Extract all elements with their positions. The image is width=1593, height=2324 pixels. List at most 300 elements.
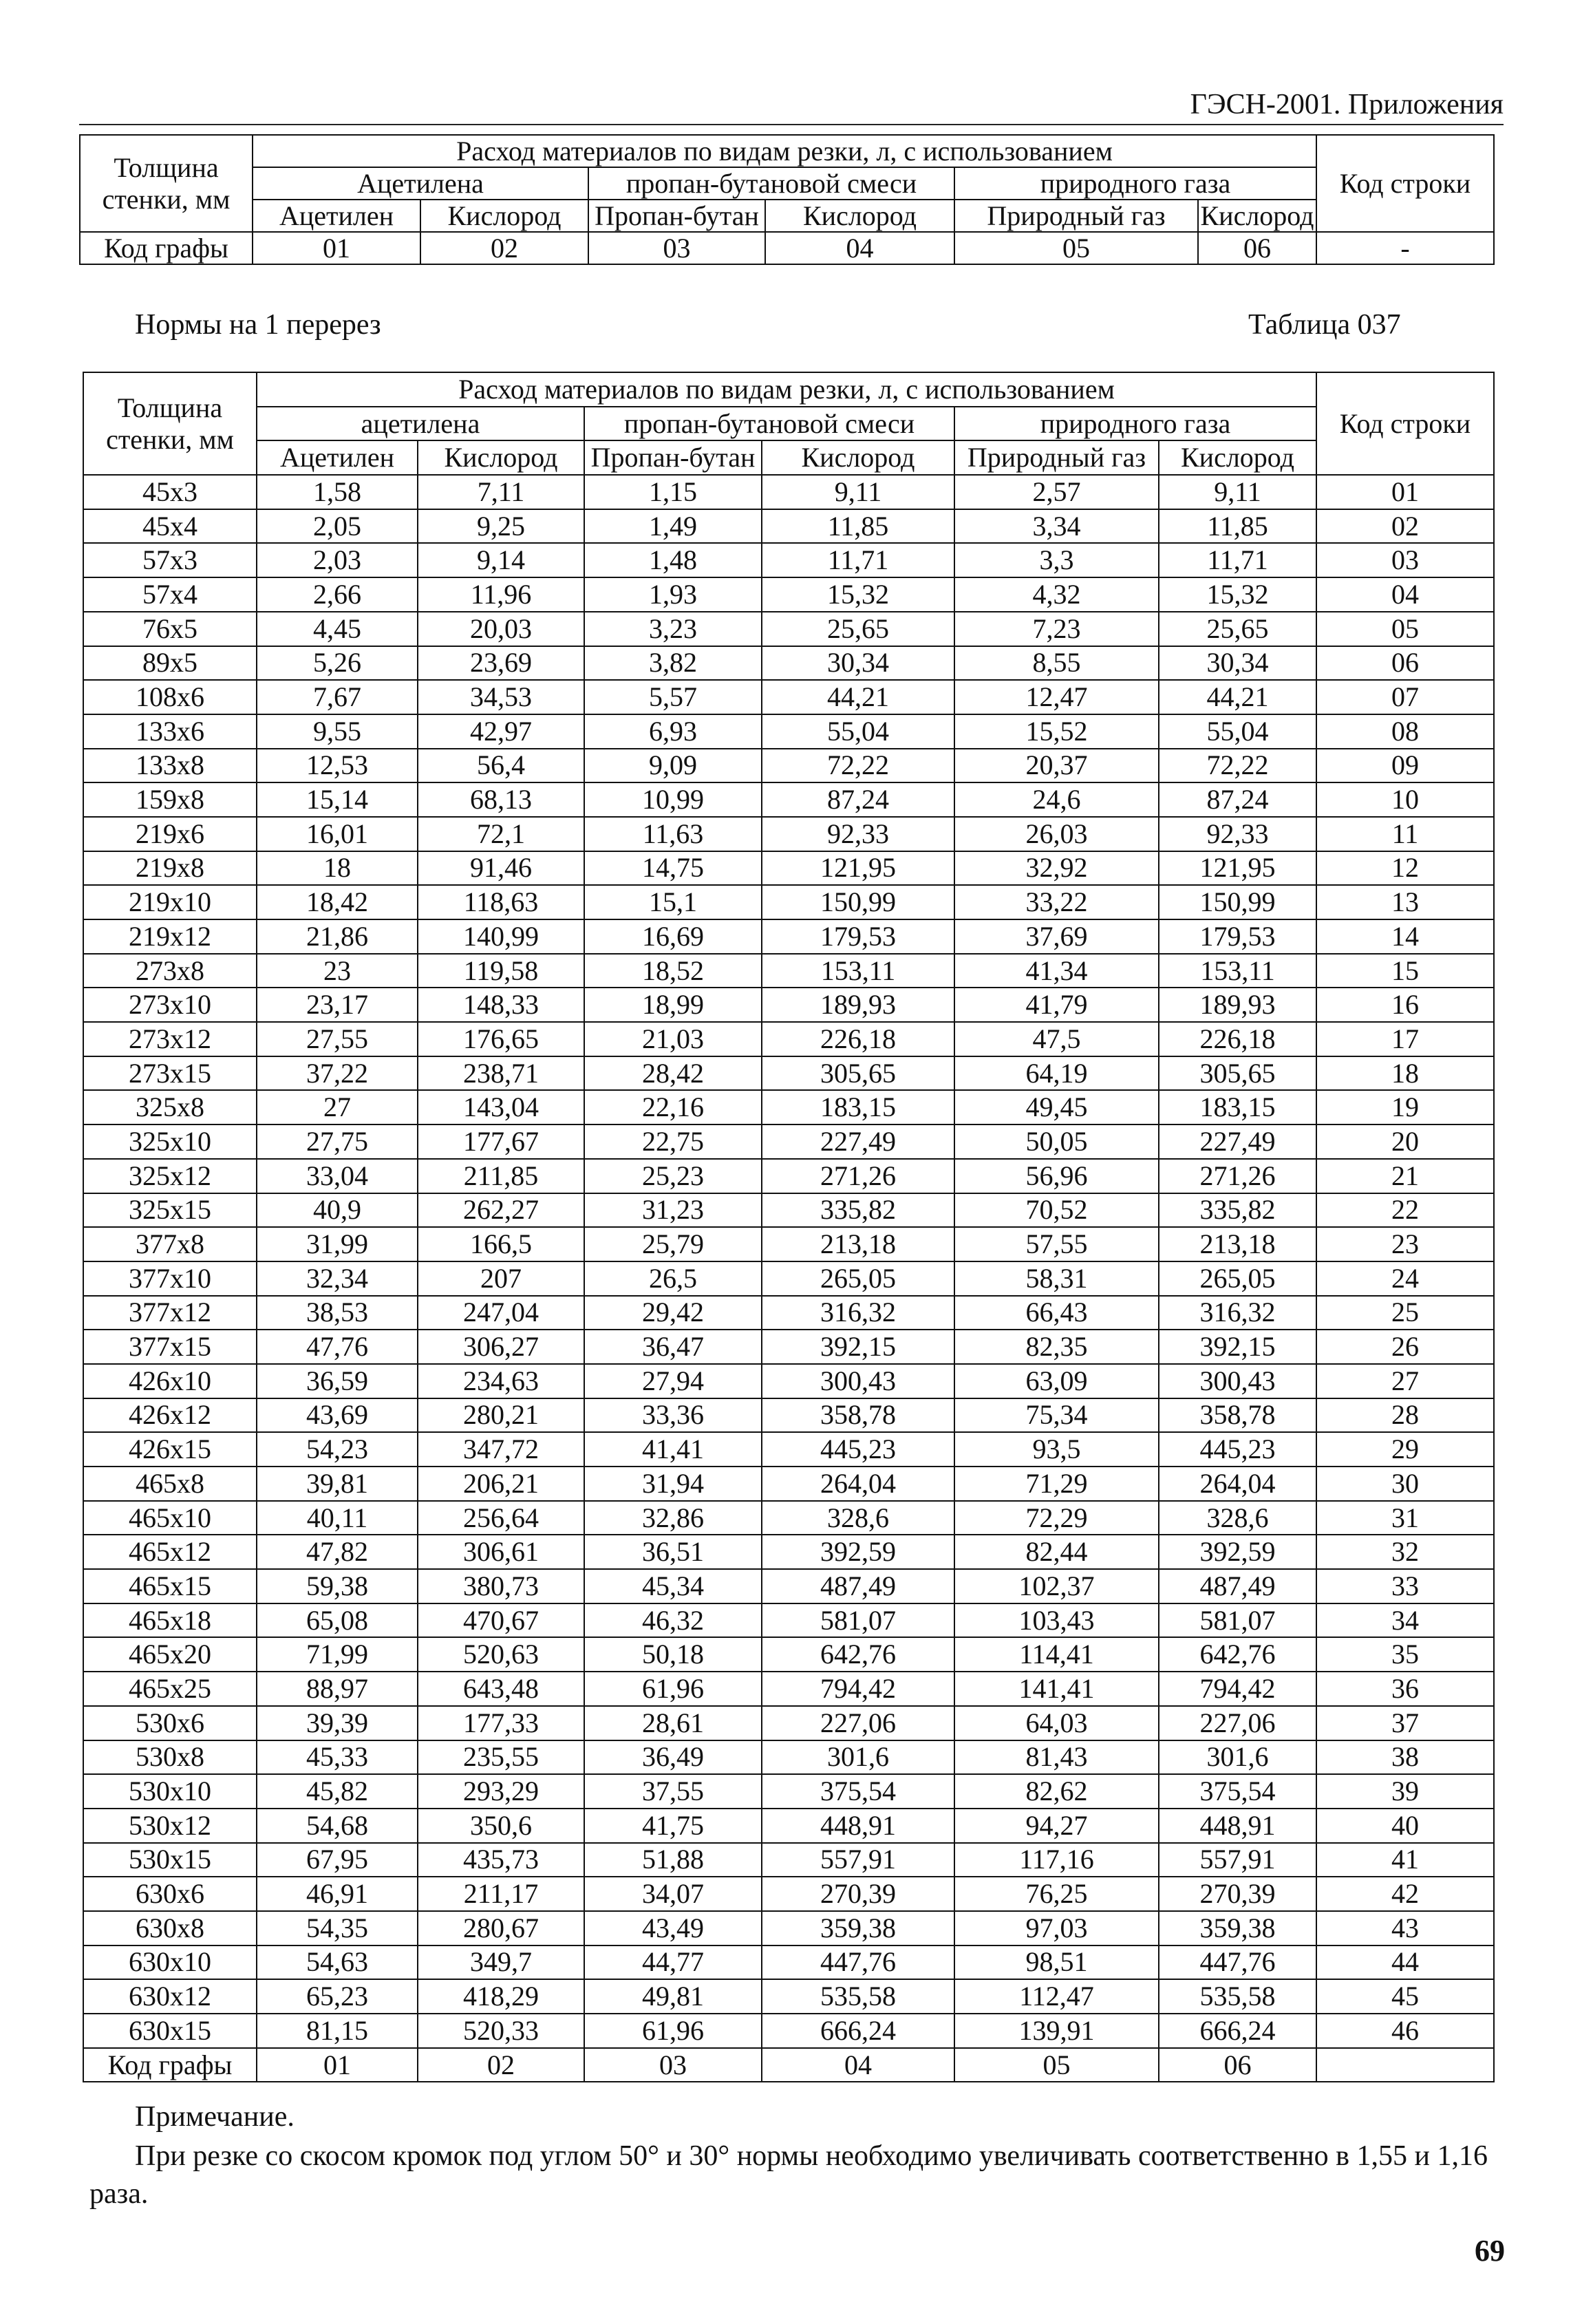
cell-oxygen-natural-gas: 642,76 [1159,1637,1316,1672]
table-row [83,1535,1494,1569]
table-row [83,1569,1494,1603]
column-code: 02 [418,2048,584,2082]
cell-propane-butane: 5,57 [584,680,762,714]
cell-propane-butane: 41,75 [584,1809,762,1843]
cell-oxygen-propane: 270,39 [762,1877,954,1911]
cell-propane-butane: 36,51 [584,1535,762,1569]
table-number: Таблица 037 [1248,309,1401,341]
cell-natural-gas: 64,19 [954,1056,1159,1091]
cell-natural-gas: 66,43 [954,1296,1159,1330]
cell-propane-butane: 1,93 [584,577,762,612]
cell-propane-butane: 1,15 [584,475,762,509]
cell-wall-thickness: 325x10 [83,1124,257,1159]
cell-row-code: 15 [1316,954,1494,988]
column-code: 04 [765,232,954,264]
cell-natural-gas: 7,23 [954,612,1159,646]
cell-propane-butane: 25,79 [584,1227,762,1261]
cell-wall-thickness: 426x15 [83,1432,257,1467]
cell-acetylene: 54,63 [257,1945,418,1980]
cell-acetylene: 1,58 [257,475,418,509]
cell-row-code: 40 [1316,1809,1494,1843]
cell-oxygen-natural-gas: 11,85 [1159,509,1316,544]
table-row [83,1809,1494,1843]
cell-row-code: 35 [1316,1637,1494,1672]
cell-natural-gas: 139,91 [954,2014,1159,2048]
cell-acetylene: 7,67 [257,680,418,714]
cell-oxygen-propane: 150,99 [762,885,954,919]
cell-wall-thickness: 630x12 [83,1979,257,2014]
cell-acetylene: 16,01 [257,817,418,851]
column-code: 06 [1198,232,1316,264]
subheader: Кислород [765,200,954,232]
note-title: Примечание. [135,2101,295,2133]
cell-oxygen-propane: 213,18 [762,1227,954,1261]
cell-wall-thickness: 530x12 [83,1809,257,1843]
table-row [83,851,1494,886]
cell-propane-butane: 32,86 [584,1501,762,1535]
cell-oxygen-propane: 375,54 [762,1774,954,1809]
cell-oxygen-propane: 794,42 [762,1672,954,1706]
column-code-label: Код графы [83,2048,257,2082]
cell-oxygen-natural-gas: 392,15 [1159,1330,1316,1364]
cell-propane-butane: 18,99 [584,988,762,1022]
cell-acetylene: 15,14 [257,782,418,817]
cell-acetylene: 33,04 [257,1159,418,1193]
cell-row-code: 25 [1316,1296,1494,1330]
cell-natural-gas: 24,6 [954,782,1159,817]
cell-natural-gas: 50,05 [954,1124,1159,1159]
cell-natural-gas: 8,55 [954,646,1159,681]
cell-natural-gas: 3,34 [954,509,1159,544]
cell-oxygen-natural-gas: 9,11 [1159,475,1316,509]
table-row [83,577,1494,612]
cell-natural-gas: 141,41 [954,1672,1159,1706]
cell-oxygen-natural-gas: 447,76 [1159,1945,1316,1980]
cell-wall-thickness: 76x5 [83,612,257,646]
cell-oxygen-acetylene: 20,03 [418,612,584,646]
table-row [83,988,1494,1022]
cell-natural-gas: 33,22 [954,885,1159,919]
cell-oxygen-acetylene: 119,58 [418,954,584,988]
cell-wall-thickness: 273x10 [83,988,257,1022]
cell-propane-butane: 61,96 [584,1672,762,1706]
cell-propane-butane: 31,94 [584,1467,762,1501]
cell-oxygen-natural-gas: 316,32 [1159,1296,1316,1330]
cell-natural-gas: 93,5 [954,1432,1159,1467]
cell-natural-gas: 82,44 [954,1535,1159,1569]
group-header-natural-gas: природного газа [954,407,1316,441]
cell-acetylene: 32,34 [257,1261,418,1296]
cell-wall-thickness: 377x15 [83,1330,257,1364]
table-row [83,612,1494,646]
cell-oxygen-natural-gas: 227,06 [1159,1706,1316,1740]
cell-wall-thickness: 377x8 [83,1227,257,1261]
cell-oxygen-natural-gas: 264,04 [1159,1467,1316,1501]
table-row [83,817,1494,851]
cell-oxygen-acetylene: 23,69 [418,646,584,681]
cell-oxygen-natural-gas: 265,05 [1159,1261,1316,1296]
cell-oxygen-natural-gas: 87,24 [1159,782,1316,817]
cell-natural-gas: 71,29 [954,1467,1159,1501]
cell-oxygen-acetylene: 520,63 [418,1637,584,1672]
cell-row-code: 45 [1316,1979,1494,2014]
cell-propane-butane: 26,5 [584,1261,762,1296]
cell-wall-thickness: 630x8 [83,1911,257,1945]
cell-row-code: 29 [1316,1432,1494,1467]
cell-acetylene: 23,17 [257,988,418,1022]
cell-oxygen-acetylene: 306,27 [418,1330,584,1364]
cell-acetylene: 59,38 [257,1569,418,1603]
column-code-table [79,134,1495,265]
table-row [83,1330,1494,1364]
cell-acetylene: 31,99 [257,1227,418,1261]
row-code-header: Код строки [1316,135,1494,232]
cell-oxygen-propane: 30,34 [762,646,954,681]
cell-oxygen-acetylene: 211,85 [418,1159,584,1193]
cell-acetylene: 39,81 [257,1467,418,1501]
cell-wall-thickness: 465x15 [83,1569,257,1603]
cell-oxygen-propane: 335,82 [762,1193,954,1228]
cell-oxygen-natural-gas: 557,91 [1159,1843,1316,1877]
cell-oxygen-acetylene: 7,11 [418,475,584,509]
cell-row-code: 02 [1316,509,1494,544]
table-row [83,1056,1494,1091]
cell-propane-butane: 41,41 [584,1432,762,1467]
table-row [83,1432,1494,1467]
cell-oxygen-acetylene: 68,13 [418,782,584,817]
column-code: 04 [762,2048,954,2082]
cell-natural-gas: 112,47 [954,1979,1159,2014]
cell-acetylene: 46,91 [257,1877,418,1911]
cell-propane-butane: 27,94 [584,1364,762,1398]
cell-wall-thickness: 45x4 [83,509,257,544]
cell-natural-gas: 72,29 [954,1501,1159,1535]
table-row [83,782,1494,817]
cell-oxygen-natural-gas: 72,22 [1159,749,1316,783]
cell-wall-thickness: 219x12 [83,919,257,954]
cell-acetylene: 2,03 [257,543,418,577]
cell-row-code: 33 [1316,1569,1494,1603]
cell-row-code: 27 [1316,1364,1494,1398]
cell-acetylene: 23 [257,954,418,988]
cell-oxygen-acetylene: 206,21 [418,1467,584,1501]
cell-oxygen-propane: 447,76 [762,1945,954,1980]
table-row [83,885,1494,919]
table-row [83,1979,1494,2014]
cell-oxygen-natural-gas: 271,26 [1159,1159,1316,1193]
table-row [83,714,1494,749]
cell-oxygen-propane: 328,6 [762,1501,954,1535]
cell-acetylene: 2,66 [257,577,418,612]
cell-row-code: 22 [1316,1193,1494,1228]
cell-wall-thickness: 133x6 [83,714,257,749]
cell-oxygen-acetylene: 256,64 [418,1501,584,1535]
cell-propane-butane: 14,75 [584,851,762,886]
cell-propane-butane: 3,23 [584,612,762,646]
table-caption-left: Нормы на 1 перерез [135,309,381,341]
cell-wall-thickness: 530x10 [83,1774,257,1809]
cell-row-code: 12 [1316,851,1494,886]
cell-oxygen-acetylene: 280,21 [418,1398,584,1433]
cell-wall-thickness: 219x6 [83,817,257,851]
table-row [83,543,1494,577]
cell-oxygen-acetylene: 347,72 [418,1432,584,1467]
cell-oxygen-natural-gas: 30,34 [1159,646,1316,681]
cell-wall-thickness: 273x15 [83,1056,257,1091]
column-code: 03 [584,2048,762,2082]
cell-wall-thickness: 57x3 [83,543,257,577]
column-code-label: Код графы [80,232,253,264]
cell-row-code: 37 [1316,1706,1494,1740]
table-row [83,1398,1494,1433]
cell-wall-thickness: 530x15 [83,1843,257,1877]
cell-acetylene: 54,23 [257,1432,418,1467]
cell-row-code: 21 [1316,1159,1494,1193]
cell-acetylene: 9,55 [257,714,418,749]
cell-row-code: 46 [1316,2014,1494,2048]
cell-oxygen-acetylene: 176,65 [418,1022,584,1056]
cell-natural-gas: 98,51 [954,1945,1159,1980]
cell-wall-thickness: 465x25 [83,1672,257,1706]
subheader: Кислород [1159,440,1316,475]
cell-propane-butane: 11,63 [584,817,762,851]
cell-oxygen-propane: 44,21 [762,680,954,714]
table-row [83,680,1494,714]
cell-natural-gas: 76,25 [954,1877,1159,1911]
column-code [1316,2048,1494,2082]
cell-propane-butane: 6,93 [584,714,762,749]
cell-oxygen-propane: 557,91 [762,1843,954,1877]
cell-oxygen-acetylene: 238,71 [418,1056,584,1091]
cell-row-code: 08 [1316,714,1494,749]
cell-propane-butane: 16,69 [584,919,762,954]
column-code: - [1316,232,1494,264]
cell-oxygen-natural-gas: 153,11 [1159,954,1316,988]
cell-oxygen-propane: 226,18 [762,1022,954,1056]
cell-row-code: 16 [1316,988,1494,1022]
cell-propane-butane: 49,81 [584,1979,762,2014]
subheader: Пропан-бутан [584,440,762,475]
cell-natural-gas: 56,96 [954,1159,1159,1193]
cell-row-code: 36 [1316,1672,1494,1706]
cell-oxygen-natural-gas: 44,21 [1159,680,1316,714]
page-number: 69 [1475,2234,1505,2268]
cell-acetylene: 45,82 [257,1774,418,1809]
cell-oxygen-natural-gas: 448,91 [1159,1809,1316,1843]
table-row [83,1159,1494,1193]
cell-oxygen-acetylene: 520,33 [418,2014,584,2048]
cell-propane-butane: 45,34 [584,1569,762,1603]
cell-acetylene: 37,22 [257,1056,418,1091]
cell-wall-thickness: 465x10 [83,1501,257,1535]
cell-wall-thickness: 530x6 [83,1706,257,1740]
cell-row-code: 06 [1316,646,1494,681]
cell-acetylene: 38,53 [257,1296,418,1330]
cell-acetylene: 27 [257,1090,418,1124]
cell-oxygen-propane: 316,32 [762,1296,954,1330]
cell-natural-gas: 4,32 [954,577,1159,612]
cell-oxygen-propane: 487,49 [762,1569,954,1603]
cell-propane-butane: 36,47 [584,1330,762,1364]
cell-oxygen-acetylene: 211,17 [418,1877,584,1911]
cell-oxygen-acetylene: 306,61 [418,1535,584,1569]
cell-oxygen-propane: 153,11 [762,954,954,988]
cell-natural-gas: 82,62 [954,1774,1159,1809]
cell-row-code: 31 [1316,1501,1494,1535]
cell-acetylene: 18 [257,851,418,886]
subheader: Кислород [762,440,954,475]
cell-acetylene: 47,76 [257,1330,418,1364]
group-header-propane-butane: пропан-бутановой смеси [584,407,954,441]
cell-propane-butane: 22,75 [584,1124,762,1159]
cell-propane-butane: 15,1 [584,885,762,919]
cell-natural-gas: 103,43 [954,1603,1159,1638]
cell-acetylene: 67,95 [257,1843,418,1877]
cell-oxygen-acetylene: 349,7 [418,1945,584,1980]
cell-wall-thickness: 108x6 [83,680,257,714]
cell-propane-butane: 1,49 [584,509,762,544]
cell-oxygen-acetylene: 247,04 [418,1296,584,1330]
table-row [83,919,1494,954]
cell-natural-gas: 114,41 [954,1637,1159,1672]
header-rule [79,124,1504,125]
cell-oxygen-acetylene: 91,46 [418,851,584,886]
table-row [83,1501,1494,1535]
cell-natural-gas: 81,43 [954,1740,1159,1775]
cell-propane-butane: 37,55 [584,1774,762,1809]
cell-wall-thickness: 273x8 [83,954,257,988]
cell-wall-thickness: 45x3 [83,475,257,509]
cell-natural-gas: 57,55 [954,1227,1159,1261]
cell-propane-butane: 9,09 [584,749,762,783]
cell-natural-gas: 41,34 [954,954,1159,988]
cell-oxygen-propane: 271,26 [762,1159,954,1193]
table-row [83,1364,1494,1398]
cell-oxygen-acetylene: 643,48 [418,1672,584,1706]
cell-oxygen-natural-gas: 121,95 [1159,851,1316,886]
page-header-title: ГЭСН-2001. Приложения [1190,89,1504,120]
cell-acetylene: 5,26 [257,646,418,681]
cell-propane-butane: 1,48 [584,543,762,577]
cell-wall-thickness: 377x12 [83,1296,257,1330]
cell-oxygen-natural-gas: 189,93 [1159,988,1316,1022]
cell-oxygen-acetylene: 470,67 [418,1603,584,1638]
cell-acetylene: 81,15 [257,2014,418,2048]
table-row [83,1296,1494,1330]
cell-wall-thickness: 89x5 [83,646,257,681]
cell-propane-butane: 34,07 [584,1877,762,1911]
cell-oxygen-natural-gas: 213,18 [1159,1227,1316,1261]
cell-row-code: 41 [1316,1843,1494,1877]
cell-oxygen-propane: 358,78 [762,1398,954,1433]
cell-propane-butane: 43,49 [584,1911,762,1945]
cell-oxygen-acetylene: 262,27 [418,1193,584,1228]
cell-oxygen-acetylene: 148,33 [418,988,584,1022]
cell-oxygen-propane: 392,59 [762,1535,954,1569]
cell-row-code: 38 [1316,1740,1494,1775]
cell-oxygen-propane: 11,85 [762,509,954,544]
cell-oxygen-natural-gas: 179,53 [1159,919,1316,954]
cell-acetylene: 2,05 [257,509,418,544]
cell-oxygen-acetylene: 177,33 [418,1706,584,1740]
cell-natural-gas: 94,27 [954,1809,1159,1843]
cell-natural-gas: 12,47 [954,680,1159,714]
cell-natural-gas: 97,03 [954,1911,1159,1945]
table-row [83,1945,1494,1980]
cell-natural-gas: 3,3 [954,543,1159,577]
subheader: Кислород [418,440,584,475]
cell-oxygen-propane: 55,04 [762,714,954,749]
cell-propane-butane: 3,82 [584,646,762,681]
cell-row-code: 42 [1316,1877,1494,1911]
cell-acetylene: 71,99 [257,1637,418,1672]
table-row [83,954,1494,988]
cell-row-code: 26 [1316,1330,1494,1364]
cell-oxygen-propane: 666,24 [762,2014,954,2048]
cell-acetylene: 40,9 [257,1193,418,1228]
cell-acetylene: 4,45 [257,612,418,646]
cell-oxygen-propane: 445,23 [762,1432,954,1467]
table-row [83,1090,1494,1124]
cell-natural-gas: 2,57 [954,475,1159,509]
cell-oxygen-propane: 183,15 [762,1090,954,1124]
subheader: Природный газ [954,440,1159,475]
cell-oxygen-acetylene: 380,73 [418,1569,584,1603]
note-text: При резке со скосом кромок под углом 50° и 30° нормы необходимо увеличивать соответственно в 1,55 и 1,16 раза. [89,2140,1488,2210]
cell-oxygen-propane: 642,76 [762,1637,954,1672]
cell-row-code: 43 [1316,1911,1494,1945]
cell-natural-gas: 75,34 [954,1398,1159,1433]
cell-propane-butane: 25,23 [584,1159,762,1193]
group-header-acetylene: Ацетилена [253,167,588,200]
cell-propane-butane: 29,42 [584,1296,762,1330]
cell-oxygen-natural-gas: 335,82 [1159,1193,1316,1228]
cell-propane-butane: 22,16 [584,1090,762,1124]
subheader: Кислород [420,200,588,232]
cell-propane-butane: 10,99 [584,782,762,817]
cell-oxygen-acetylene: 293,29 [418,1774,584,1809]
group-header-propane-butane: пропан-бутановой смеси [588,167,954,200]
cell-oxygen-propane: 359,38 [762,1911,954,1945]
subheader: Ацетилен [257,440,418,475]
row-code-header: Код строки [1316,372,1494,475]
cell-acetylene: 40,11 [257,1501,418,1535]
cell-row-code: 23 [1316,1227,1494,1261]
cell-oxygen-propane: 301,6 [762,1740,954,1775]
table-row [83,509,1494,544]
cell-row-code: 24 [1316,1261,1494,1296]
cell-natural-gas: 15,52 [954,714,1159,749]
cell-natural-gas: 32,92 [954,851,1159,886]
cell-wall-thickness: 465x12 [83,1535,257,1569]
cell-wall-thickness: 465x20 [83,1637,257,1672]
cell-wall-thickness: 325x12 [83,1159,257,1193]
cell-row-code: 14 [1316,919,1494,954]
cell-oxygen-acetylene: 140,99 [418,919,584,954]
column-code: 02 [420,232,588,264]
cell-acetylene: 65,08 [257,1603,418,1638]
cell-oxygen-natural-gas: 270,39 [1159,1877,1316,1911]
cell-row-code: 39 [1316,1774,1494,1809]
cell-acetylene: 36,59 [257,1364,418,1398]
cell-natural-gas: 41,79 [954,988,1159,1022]
cell-oxygen-natural-gas: 183,15 [1159,1090,1316,1124]
cell-oxygen-propane: 227,49 [762,1124,954,1159]
cell-oxygen-acetylene: 72,1 [418,817,584,851]
cell-wall-thickness: 325x15 [83,1193,257,1228]
cell-oxygen-acetylene: 42,97 [418,714,584,749]
table-row [83,749,1494,783]
